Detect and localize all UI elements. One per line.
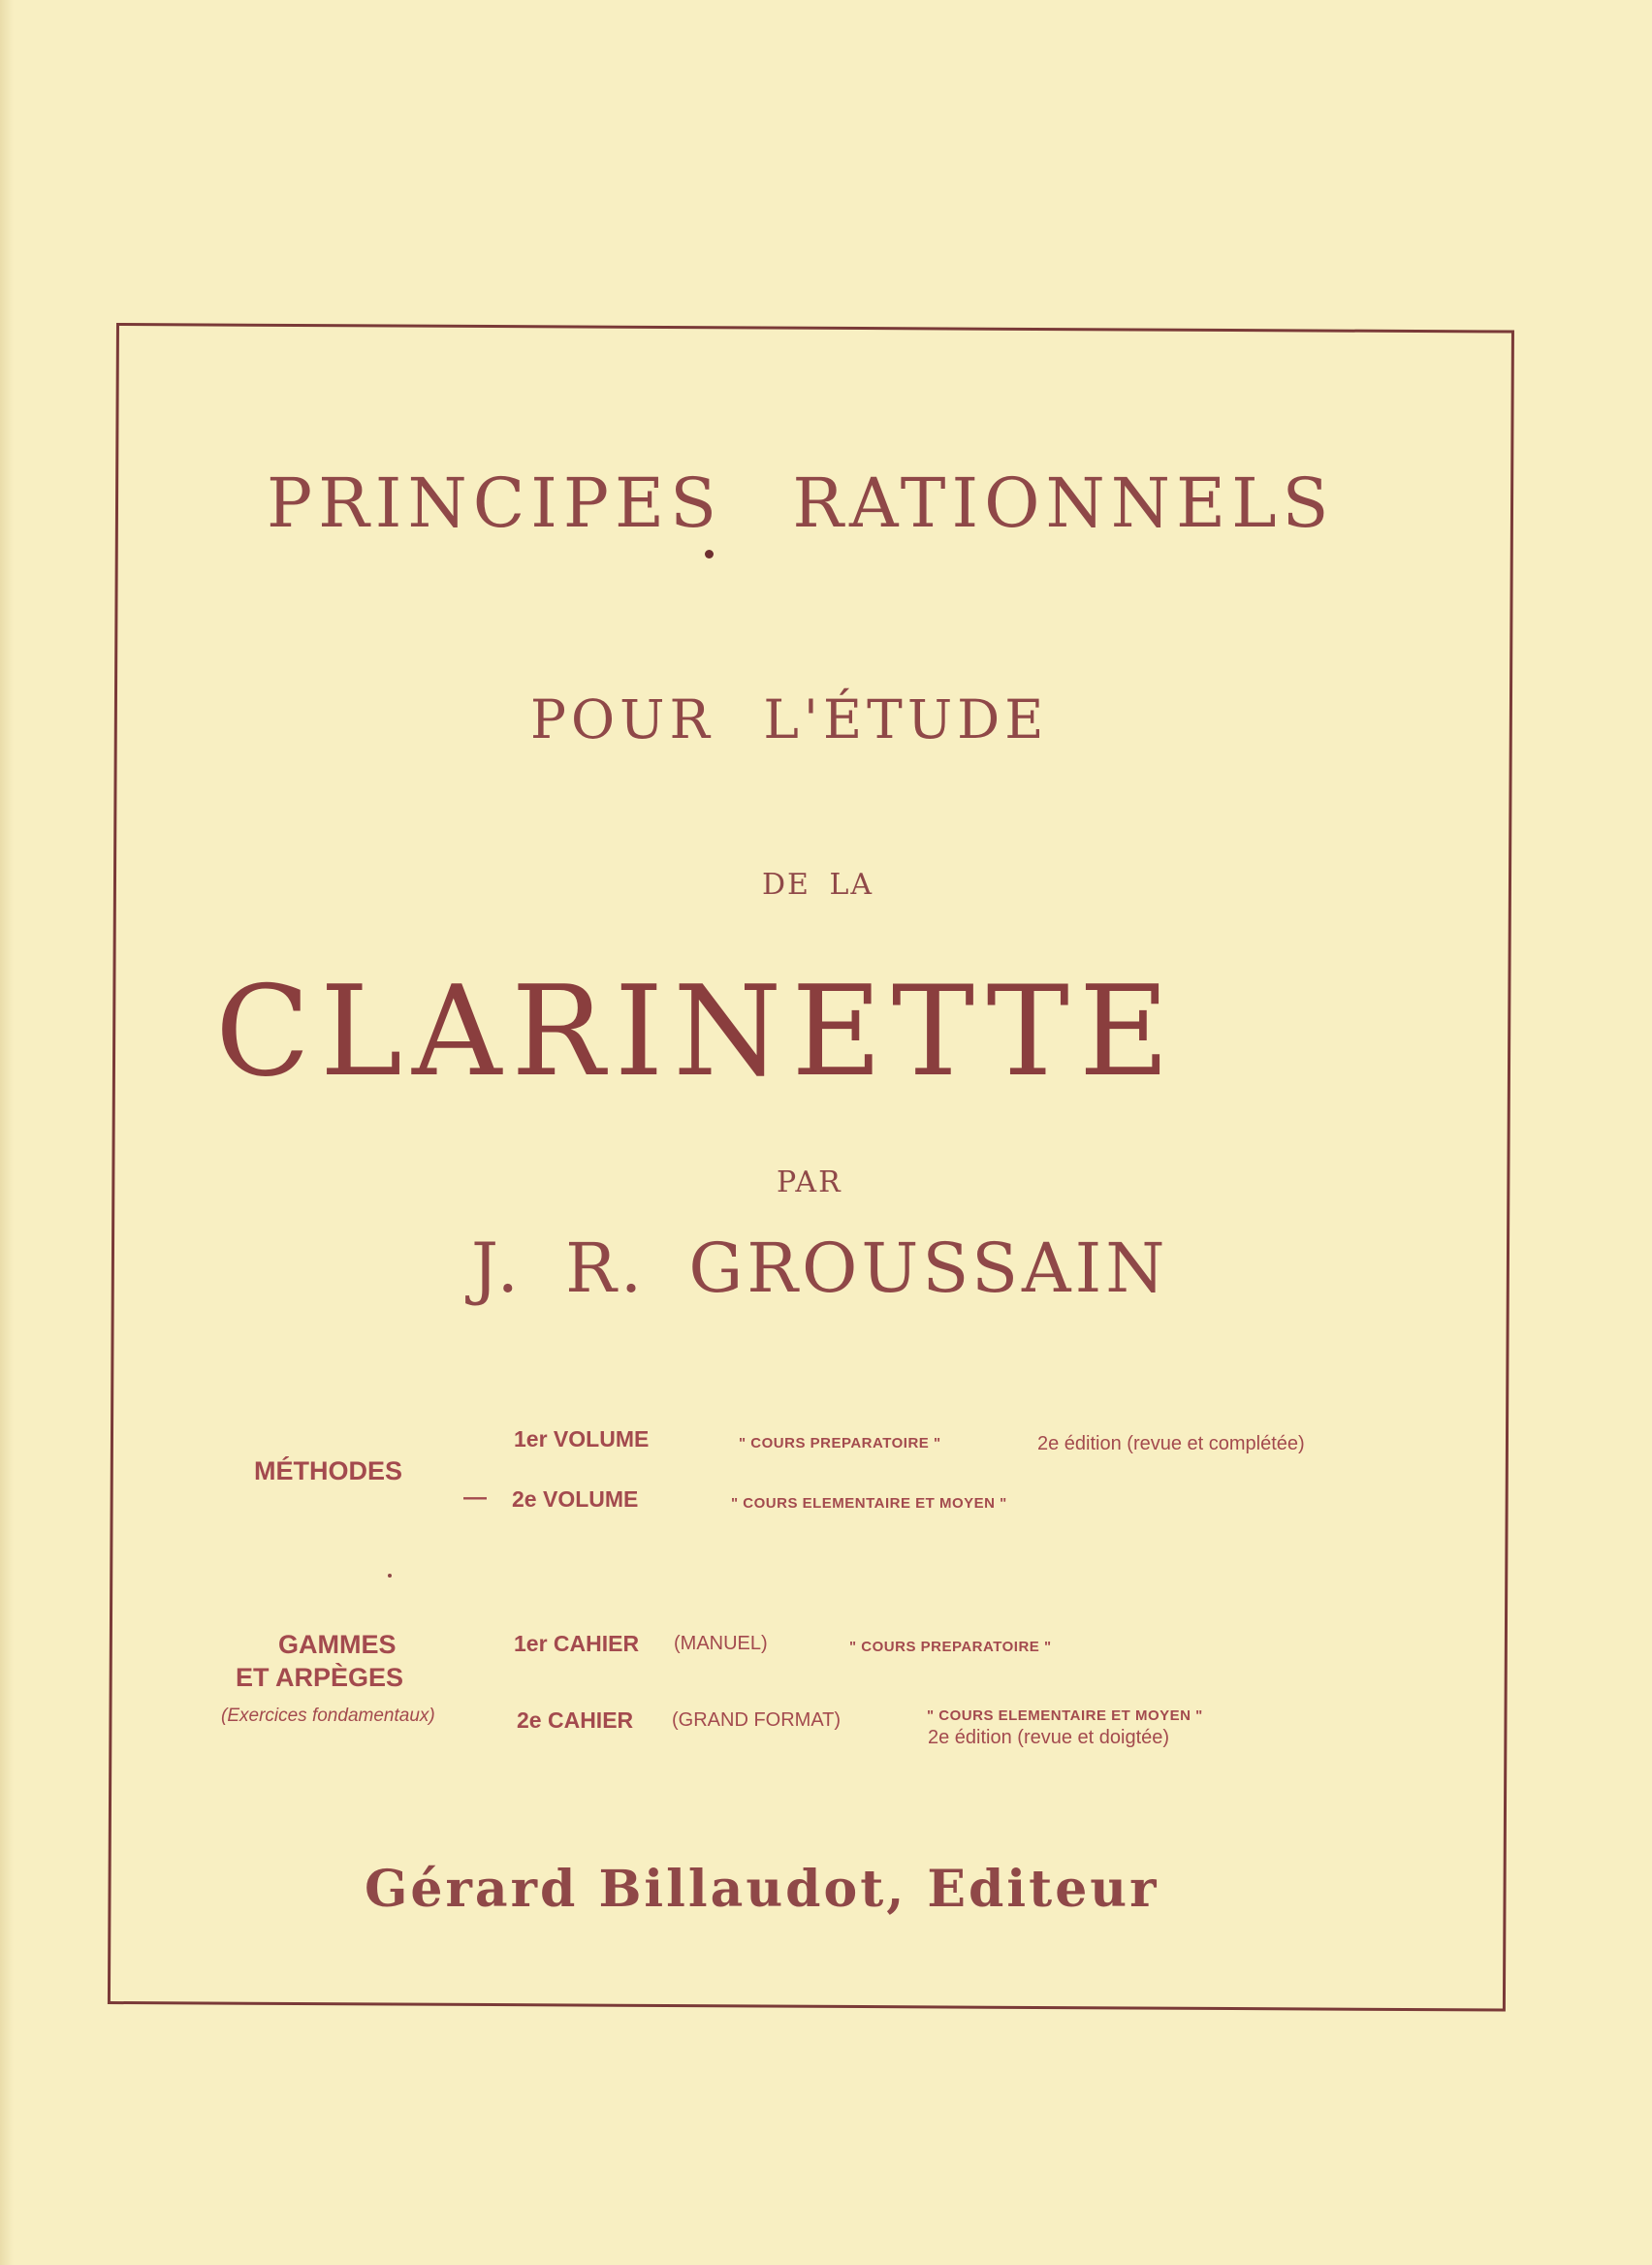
page-binding-edge [0, 0, 14, 2265]
title-line-1: PRINCIPES RATIONNELS [267, 463, 1335, 543]
gammes-cahier-2-edition: 2e édition (revue et doigtée) [928, 1727, 1170, 1748]
gammes-subtitle: (Exercices fondamentaux) [221, 1706, 435, 1726]
methodes-volume-2-label: 2e VOLUME [512, 1486, 639, 1512]
methodes-dash: — [463, 1484, 487, 1511]
title-line-3: DE LA [762, 868, 874, 902]
methodes-volume-1-label: 1er VOLUME [514, 1426, 650, 1452]
gammes-label-line-1: GAMMES [278, 1630, 397, 1659]
ornament-dot [705, 550, 714, 558]
main-title: CLARINETTE [215, 960, 1180, 1104]
gammes-cahier-1-label: 1er CAHIER [514, 1631, 640, 1656]
title-line-2: POUR L'ÉTUDE [530, 688, 1049, 750]
publisher-name: Gérard Billaudot, Editeur [365, 1860, 1160, 1919]
methodes-volume-1-course: " COURS PREPARATOIRE " [739, 1435, 941, 1452]
gammes-cahier-1-course: " COURS PREPARATOIRE " [849, 1639, 1052, 1655]
methodes-volume-1-edition: 2e édition (revue et complétée) [1037, 1433, 1305, 1454]
ink-speck [388, 1574, 392, 1578]
gammes-cahier-1-format: (MANUEL) [674, 1633, 768, 1654]
by-label: PAR [777, 1165, 842, 1199]
gammes-cahier-2-format: (GRAND FORMAT) [672, 1709, 842, 1731]
author-name: J. R. GROUSSAIN [471, 1228, 1169, 1308]
methodes-label: MÉTHODES [254, 1456, 403, 1485]
methodes-volume-2-course: " COURS ELEMENTAIRE ET MOYEN " [731, 1495, 1007, 1512]
gammes-cahier-2-label: 2e CAHIER [517, 1707, 634, 1733]
gammes-cahier-2-course: " COURS ELEMENTAIRE ET MOYEN " [927, 1707, 1203, 1724]
gammes-label-line-2: ET ARPÈGES [236, 1663, 404, 1692]
